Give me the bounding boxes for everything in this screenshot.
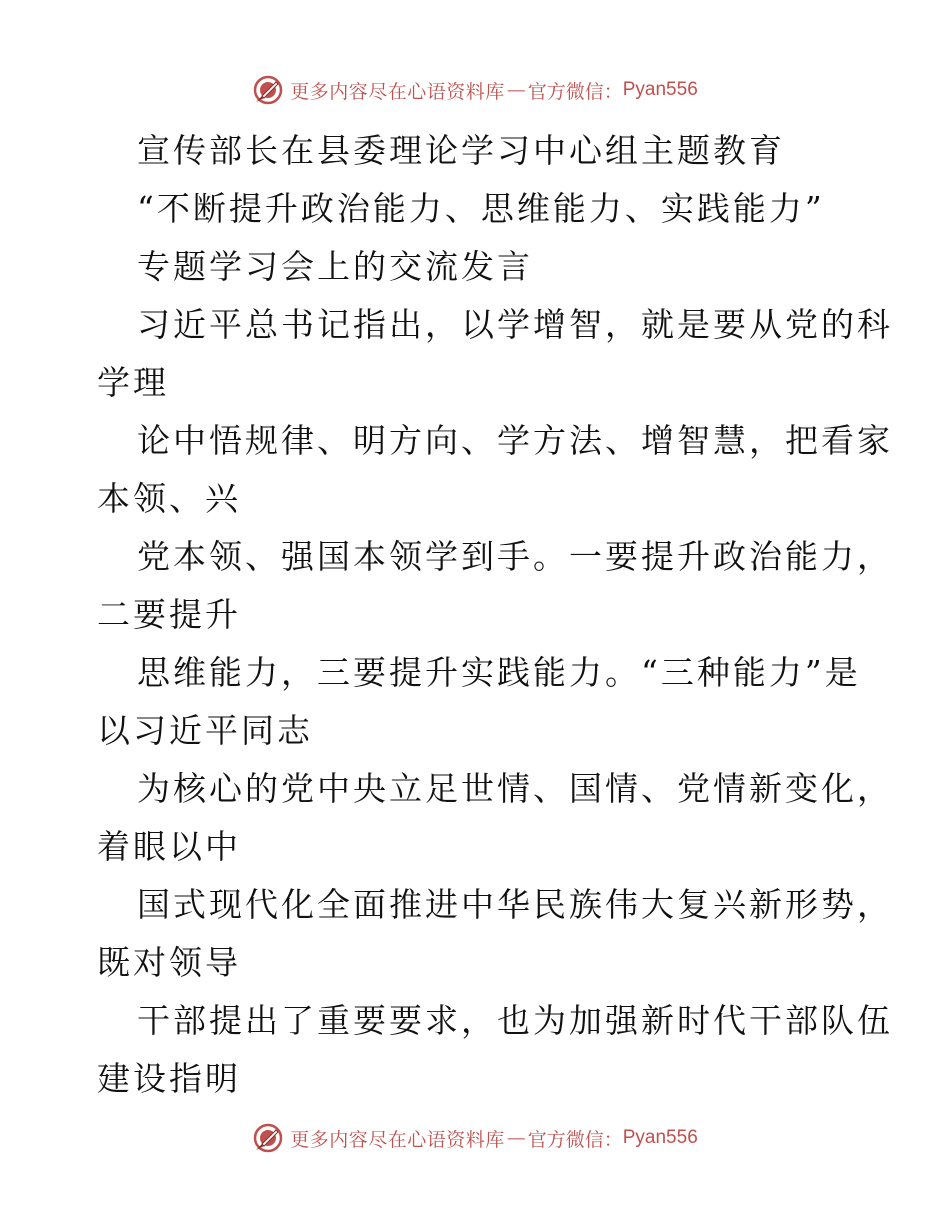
title-line-2: “不断提升政治能力、思维能力、实践能力” [137,189,825,228]
body-line: 国式现代化全面推进中华民族伟大复兴新形势， [137,885,893,924]
body-line: 着眼以中 [97,827,241,866]
watermark-dash: — [506,79,526,101]
header-watermark [0,74,950,106]
watermark-contact-label: 官方微信： [527,80,623,103]
pen-logo-icon [252,1122,284,1154]
title-line-1: 宣传部长在县委理论学习中心组主题教育 [137,131,785,170]
body-line: 干部提出了重要要求，也为加强新时代干部队伍 [137,1001,893,1040]
body-line: 习近平总书记指出，以学增智，就是要从党的科 [137,305,893,344]
watermark-main-text: 更多内容尽在心语资料库 [290,1128,505,1151]
body-line: 学理 [97,363,169,402]
watermark-main-text: 更多内容尽在心语资料库 [290,80,505,103]
document-body [97,122,893,1108]
body-line: 党本领、强国本领学到手。一要提升政治能力， [137,537,893,576]
watermark-dash: — [506,1127,526,1149]
body-line: 本领、兴 [97,479,241,518]
body-line: 既对领导 [97,943,241,982]
body-line: 二要提升 [97,595,241,634]
pen-logo-icon [252,74,284,106]
footer-watermark [0,1122,950,1154]
body-line: 为核心的党中央立足世情、国情、党情新变化， [137,769,893,808]
body-line: 建设指明 [97,1059,241,1098]
body-line: 以习近平同志 [97,711,313,750]
title-line-3: 专题学习会上的交流发言 [137,247,533,286]
watermark-contact-label: 官方微信： [527,1128,623,1151]
body-line: 论中悟规律、明方向、学方法、增智慧，把看家 [137,421,893,460]
body-line: 思维能力，三要提升实践能力。“三种能力”是 [137,653,861,692]
watermark-wechat-id: Pyan556 [622,1127,698,1148]
watermark-wechat-id: Pyan556 [622,79,698,100]
